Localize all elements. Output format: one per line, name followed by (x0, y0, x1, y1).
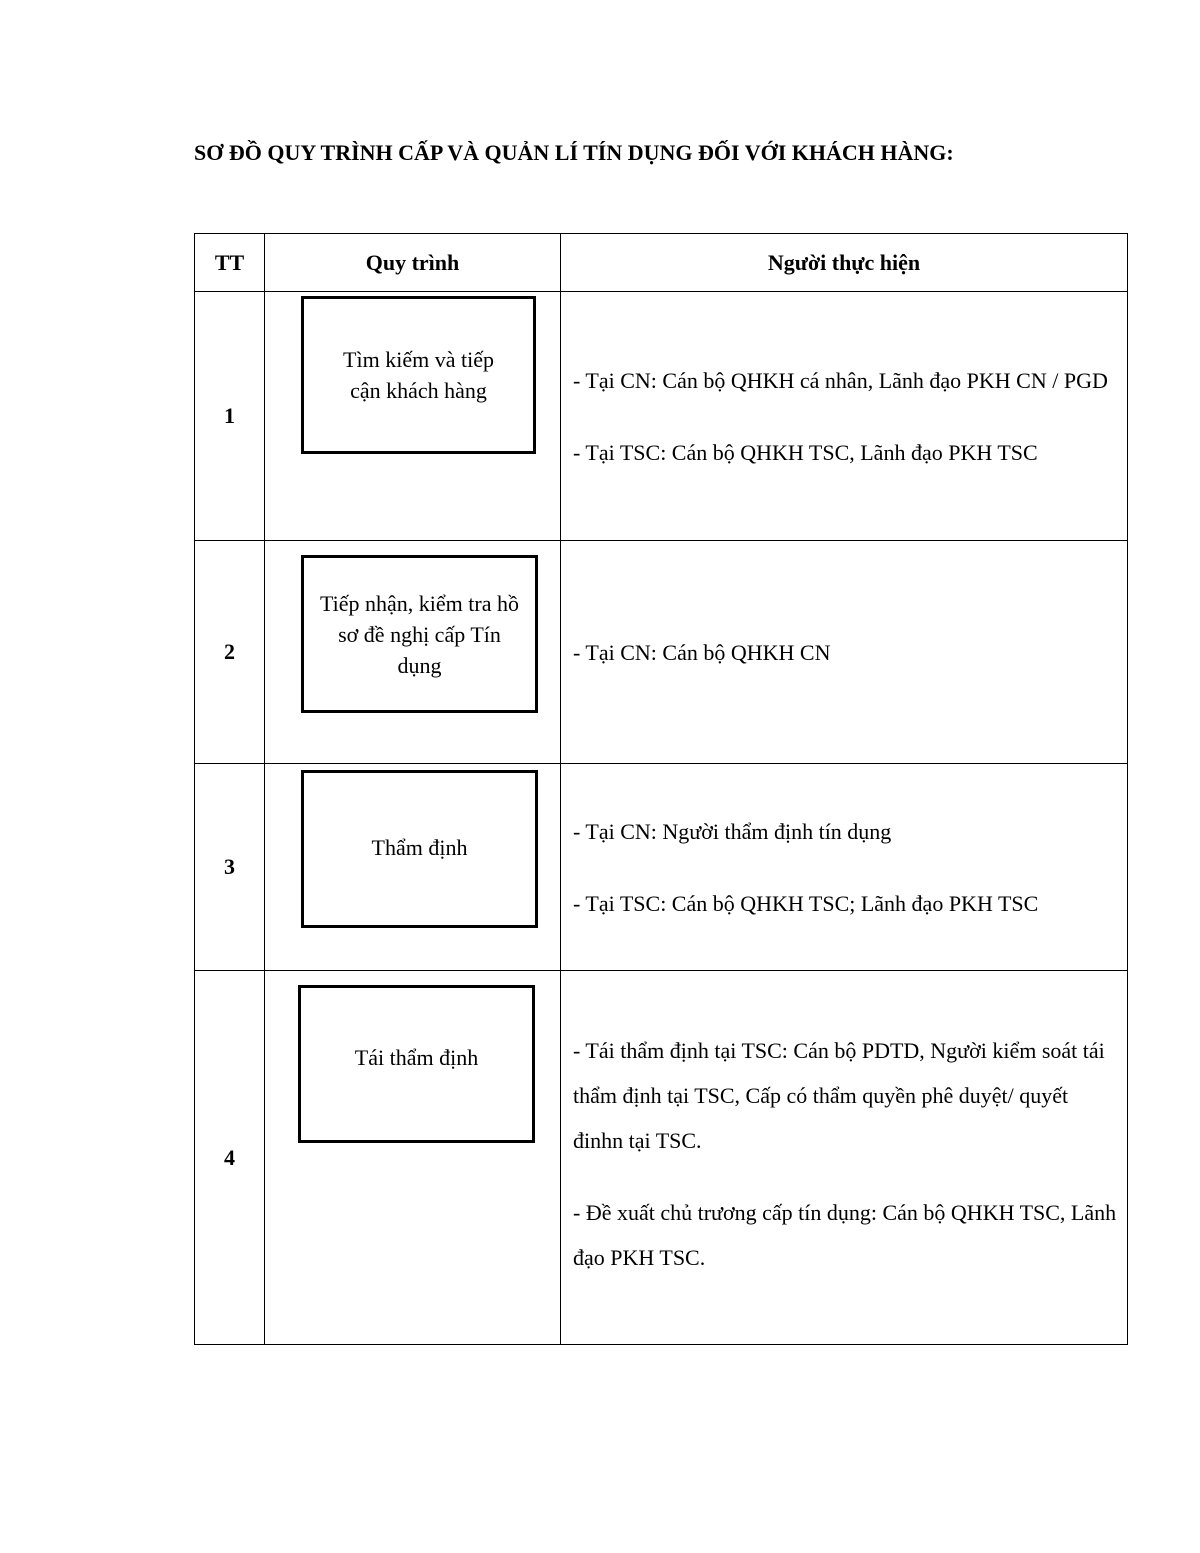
performer-line: - Tại CN: Cán bộ QHKH cá nhân, Lãnh đạo PKH CN / PGD (573, 367, 1108, 393)
process-label: Tìm kiếm và tiếp cận khách hàng (343, 347, 494, 403)
row-number: 1 (195, 292, 265, 541)
process-box (298, 985, 535, 1143)
performer-cell (561, 971, 1128, 1345)
table-row (195, 971, 1128, 1345)
process-cell (265, 292, 561, 541)
header-process: Quy trình (265, 234, 561, 292)
header-performer: Người thực hiện (561, 234, 1128, 292)
process-table (194, 233, 1128, 1345)
process-cell (265, 971, 561, 1345)
row-number: 3 (195, 764, 265, 971)
process-label: Tái thẩm định (354, 1044, 479, 1070)
process-cell (265, 541, 561, 764)
table-row (195, 292, 1128, 541)
process-cell (265, 764, 561, 971)
performer-line: - Tái thẩm định tại TSC: Cán bộ PDTD, Người kiểm soát tái thẩm định tại TSC, Cấp có thẩm quyền phê duyệt/ quyết đinhn tại TSC. (573, 1038, 1105, 1153)
row-number: 4 (195, 971, 265, 1345)
table-row (195, 541, 1128, 764)
table-header-row (195, 234, 1128, 292)
performer-cell (561, 764, 1128, 971)
process-box (301, 770, 538, 928)
table-row (195, 764, 1128, 971)
row-number: 2 (195, 541, 265, 764)
process-label: Tiếp nhận, kiểm tra hồ sơ đề nghị cấp Tín dụng (320, 590, 519, 678)
performer-line: - Tại TSC: Cán bộ QHKH TSC, Lãnh đạo PKH TSC (573, 439, 1038, 465)
header-tt: TT (195, 234, 265, 292)
performer-line: - Tại CN: Cán bộ QHKH CN (573, 639, 831, 665)
performer-line: - Đề xuất chủ trương cấp tín dụng: Cán bộ QHKH TSC, Lãnh đạo PKH TSC. (573, 1200, 1117, 1270)
document-title: SƠ ĐỒ QUY TRÌNH CẤP VÀ QUẢN LÍ TÍN DỤNG ĐỐI VỚI KHÁCH HÀNG: (194, 140, 954, 165)
process-label: Thẩm định (371, 834, 468, 860)
performer-line: - Tại TSC: Cán bộ QHKH TSC; Lãnh đạo PKH TSC (573, 890, 1039, 916)
performer-line: - Tại CN: Người thẩm định tín dụng (573, 818, 892, 844)
performer-cell (561, 292, 1128, 541)
process-box (301, 296, 536, 454)
process-box (301, 555, 538, 713)
performer-cell (561, 541, 1128, 764)
